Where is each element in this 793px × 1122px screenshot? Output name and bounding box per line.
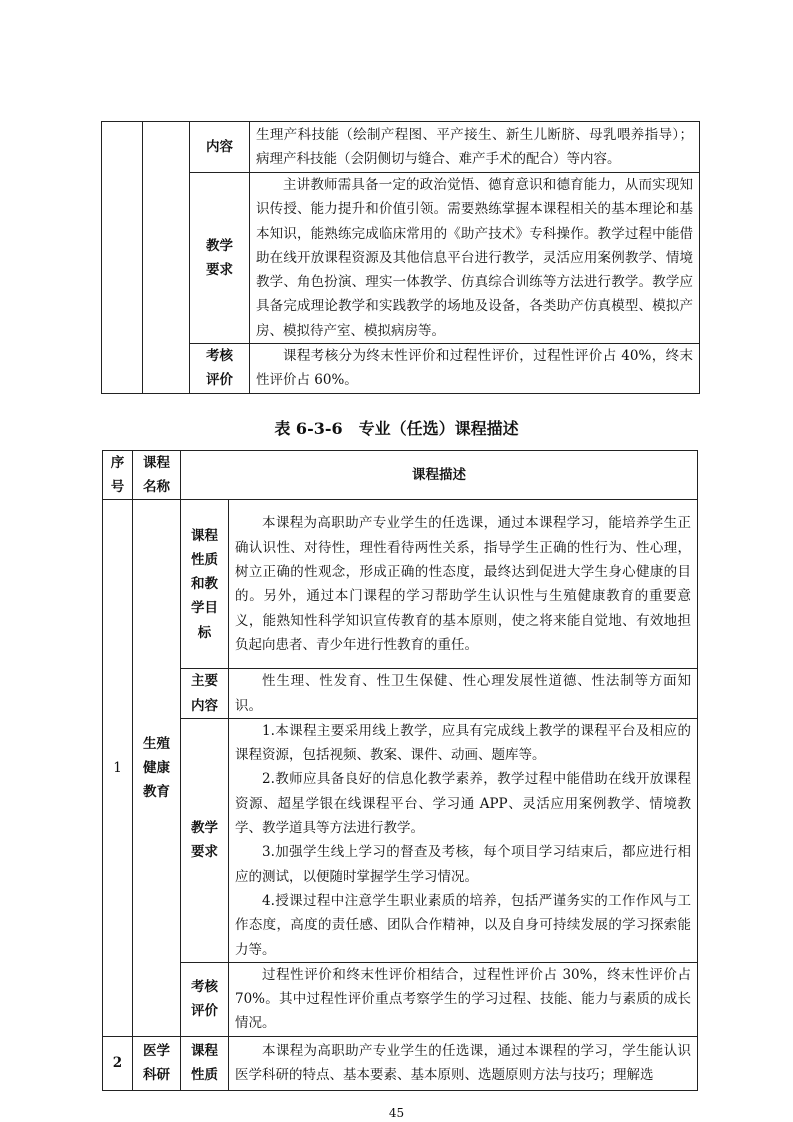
row-content <box>229 500 698 669</box>
header-desc: 课程描述 <box>181 450 698 500</box>
row-label <box>181 718 229 962</box>
page-number: 45 <box>388 1105 405 1120</box>
course-no: 2 <box>103 1036 133 1090</box>
table-row <box>102 122 700 173</box>
row-label: 内容 <box>190 122 250 173</box>
header-name <box>133 450 181 500</box>
header-no <box>103 450 133 500</box>
row-content <box>229 962 698 1036</box>
paragraph: 性生理、性发育、性卫生保健、性心理发展性道德、性法制等方面知识。 <box>235 673 691 714</box>
table-title: 表 6-3-6 专业（任选）课程描述 <box>274 418 519 438</box>
label-text: 主要内容 <box>191 673 218 714</box>
label-text: 考核评价 <box>191 978 218 1020</box>
paragraph: 3.加强学生线上学习的督查及考核，每个项目学习结束后，都应进行相应的测试，以便随时掌握学生学习情况。 <box>235 844 691 885</box>
paragraph: 过程性评价和终末性评价相结合，过程性评价占 30%，终末性评价占 70%。其中过程性评价重点考察学生的学习过程、技能、能力与素质的成长情况。 <box>235 966 691 1032</box>
label-text: 课程性质和教学目标 <box>191 527 218 641</box>
row-label <box>190 344 250 394</box>
table-row <box>103 500 698 669</box>
row-content <box>250 122 700 173</box>
row-content <box>229 1036 698 1090</box>
paragraph: 本课程为高职助产专业学生的任选课，通过本课程学习，能培养学生正确认识性、对待性，理性看待两性关系，指导学生正确的性行为、性心理，树立正确的性观念，形成正确的性态度，最终达到促进大学生身心健康的目的。另外，通过本门课程的学习帮助学生认识性与生殖健康教育的重要意义，能熟知性科学知识宣传教育的基本原则，使之将来能自觉地、有效地担负起向患者、青少年进行性教育的重任。 <box>235 515 691 653</box>
top-course-table <box>101 121 700 394</box>
paragraph: 2.教师应具备良好的信息化教学素养，教学过程中能借助在线开放课程资源、超星学银在线课程平台、学习通 APP、灵活应用案例教学、情境教学、教学道具等方法进行教学。 <box>235 771 691 837</box>
row-label <box>181 669 229 719</box>
table-row <box>102 173 700 344</box>
paragraph: 1.本课程主要采用线上教学，应具有完成线上教学的课程平台及相应的课程资源，包括视频、教案、课件、动画、题库等。 <box>235 722 691 764</box>
row-content <box>229 669 698 719</box>
header-name-text: 课程名称 <box>143 454 170 495</box>
label-text: 考核评价 <box>206 348 233 389</box>
table-row <box>103 1036 698 1090</box>
label-text: 教学要求 <box>206 237 233 279</box>
header-no-text: 序号 <box>110 454 125 495</box>
row-label <box>181 1036 229 1090</box>
course-name <box>133 500 181 1036</box>
paragraph: 课程考核分为终末性评价和过程性评价，过程性评价占 40%，终末性评价占 60%。 <box>256 348 693 389</box>
paragraph: 本课程为高职助产专业学生的任选课，通过本课程的学习，学生能认识医学科研的特点、基本要素、基本原则、选题原则方法与技巧；理解选 <box>235 1042 691 1084</box>
table-row <box>102 344 700 394</box>
course-name-text: 医学科研 <box>143 1042 170 1084</box>
paragraph: 主讲教师需具备一定的政治觉悟、德育意识和德育能力，从而实现知识传授、能力提升和价值引领。需要熟练掌握本课程相关的基本理论和基本知识，能熟练完成临床常用的《助产技术》专科操作。教学过程中能借助在线开放课程资源及其他信息平台进行教学，灵活应用案例教学、情境教学、角色扮演、理实一体教学、仿真综合训练等方法进行教学。教学应具备完成理论教学和实践教学的场地及设备，各类助产仿真模型、模拟产房、模拟待产室、模拟病房等。 <box>256 177 693 339</box>
no-cell <box>102 122 143 394</box>
row-content <box>250 173 700 344</box>
row-label <box>181 500 229 669</box>
elective-course-table <box>102 450 698 1091</box>
label-text: 课程性质 <box>191 1042 218 1084</box>
row-content <box>229 718 698 962</box>
course-no: 1 <box>103 500 133 1036</box>
table-row <box>103 718 698 962</box>
course-name <box>133 1036 181 1090</box>
table-row <box>103 669 698 719</box>
row-label <box>190 173 250 344</box>
row-label <box>181 962 229 1036</box>
paragraph: 4.授课过程中注意学生职业素质的培养，包括严谨务实的工作作风与工作态度，高度的责任感、团队合作精神，以及自身可持续发展的学习探索能力等。 <box>235 892 691 958</box>
name-cell <box>143 122 190 394</box>
paragraph: 生理产科技能（绘制产程图、平产接生、新生儿断脐、母乳喂养指导）；病理产科技能（会阴侧切与缝合、难产手术的配合）等内容。 <box>256 126 693 167</box>
table-row <box>103 962 698 1036</box>
course-name-text: 生殖健康教育 <box>143 735 170 801</box>
label-text: 教学要求 <box>191 820 218 861</box>
row-content <box>250 344 700 394</box>
header-row <box>103 450 698 500</box>
